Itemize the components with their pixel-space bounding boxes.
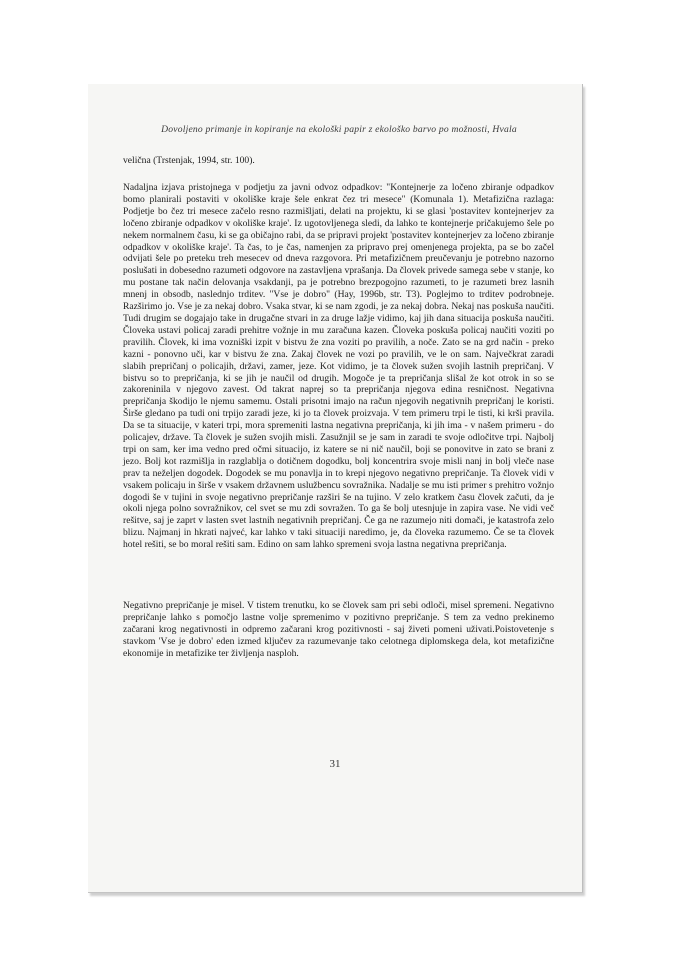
paragraph-1 — [123, 182, 554, 551]
running-head: Dovoljeno primanje in kopiranje na ekološki papir z ekološko barvo po možnosti, Hvala — [161, 124, 517, 135]
paragraph-2-text: Negativno prepričanje je misel. V tistem trenutku, ko se človek sam pri sebi odloči, misel spremeni. Negativno prepričanje lahko s pomočjo lastne volje spremenimo v pozitivno prepričanje. S tem za vedno prekinemo začarani krog negativnosti in odpremo začarani krog pozitivnosti - saj živeti pomeni uživati.Poistovetenje s stavkom 'Vse je dobro' eden izmed ključev za razumevanje tako celotnega diplomskega dela, kot metafizične ekonomije in metafizike ter življenja nasploh. — [123, 600, 554, 659]
first-line-text: velična (Trstenjak, 1994, str. 100). — [123, 155, 255, 166]
first-line — [123, 155, 554, 167]
paragraph-1-text: Nadaljna izjava pristojnega v podjetju za javni odvoz odpadkov: "Kontejnerje za ločeno zbiranje odpadkov bomo planirali postaviti v okoliške kraje šele enkrat čez tri mesece" (Komunala 1). Metafizična razlaga: Podjetje bo čez tri mesece začelo resno razmišljati, delati na projektu, ki se glasi 'postavitev kontejnerjev za ločeno zbiranje odpadkov v okoliške kraje'. Iz ugotovljenega sledi, da lahko te kontejnerje pričakujemo šele po nekem normalnem času, ki se ga običajno rabi, da se pripravi projekt 'postavitev kontejnerjev za ločeno zbiranje odpadkov v okoliške kraje'. Ta čas, to je čas, namenjen za pripravo prej omenjenega projekta, pa se bo začel odvijati šele po preteku treh mesecev od dneva razgovora. Pri metafizičnem preučevanju je potrebno nazorno poslušati in dobesedno razumeti odgovore na zastavljena vprašanja. Da človek privede samega sebe v stanje, ko mu postane tak način delovanja vsakdanji, pa je potrebno brezpogojno razumeti, to je razumeti brez lasnih mnenj in obsodb, naslednjo trditev. "Vse je dobro" (Hay, 1996b, str. T3). Poglejmo to trditev podrobneje. Razširimo jo. Vse je za nekaj dobro. Vsaka stvar, ki se nam zgodi, je za nekaj dobra. Nekaj nas poskuša naučiti. Tudi drugim se dogajajo take in drugačne stvari in za druge lažje vidimo, kaj jih dana situacija poskuša naučiti. Človeka ustavi policaj zaradi prehitre vožnje in mu zaračuna kazen. Človeka poskuša policaj naučiti voziti po pravilih. Človek, ki ima vozniški izpit v bistvu že zna voziti po pravilih, a noče. Zato se na grd način - preko kazni - ponovno uči, kar v bistvu že zna. Zakaj človek ne vozi po pravilih, ve le on sam. Največkrat zaradi slabih prepričanj o policajih, državi, zamer, jeze. Kot vidimo, je ta človek sužen svojih lastnih prepričanj. V bistvu so to prepričanja, ki se jih je naučil od drugih. Mogoče je ta prepričanja slišal že kot otrok in so se zakoreninila v njegovo zavest. Od takrat naprej so ta prepričanja njegova edina resničnost. Negativna prepričanja škodijo le njemu samemu. Ostali prisotni imajo na račun njegovih negativnih prepričanj le koristi. Širše gledano pa tudi oni trpijo zaradi jeze, ki jo ta človek proizvaja. V tem primeru trpi le tisti, ki krši pravila. Da se ta situacije, v kateri trpi, mora spremeniti lastna negativna prepričanja, ki jih ima - v našem primeru - do policajev, države. Ta človek je sužen svojih misli. Zasužnjil se je sam in zaradi te svoje odločitve trpi. Najbolj trpi on sam, ker ima vedno pred očmi situacijo, iz katere se ni nič naučil, boji se ponovitve in zato se brani z jezo. Bolj kot razmišlja in razglablja o dotičnem dogodku, bolj koncentrira svoje misli nanj in bolj vleče nase prav ta neželjen dogodek. Dogodek se mu ponavlja in to krepi njegovo negativno prepričanje. Ta človek vidi v vsakem policaju in širše v vsakem državnem uslužbencu sovražnika. Nadalje se mu isti primer s prehitro vožnjo dogodi še v tujini in svoje negativno prepričanje razširi še na tujino. V zelo kratkem času človek začuti, da je okoli njega polno sovražnikov, cel svet se mu zdi sovražen. To ga še bolj utesnjuje in zapira vase. Ne vidi več rešitve, saj je zaprt v lasten svet lastnih negativnih prepričanj. Če ga ne razumejo niti domači, je katastrofa zelo blizu. Najmanj in hkrati najveć, kar lahko v taki situaciji naredimo, je, da človeka razumemo. Če se ta človek hotel rešiti, se bo moral rešiti sam. Edino on sam lahko spremeni svoja lastna negativna prepričanja. — [123, 182, 554, 551]
paragraph-2 — [123, 600, 554, 660]
page-number: 31 — [329, 758, 341, 770]
scanned-page — [88, 84, 583, 893]
